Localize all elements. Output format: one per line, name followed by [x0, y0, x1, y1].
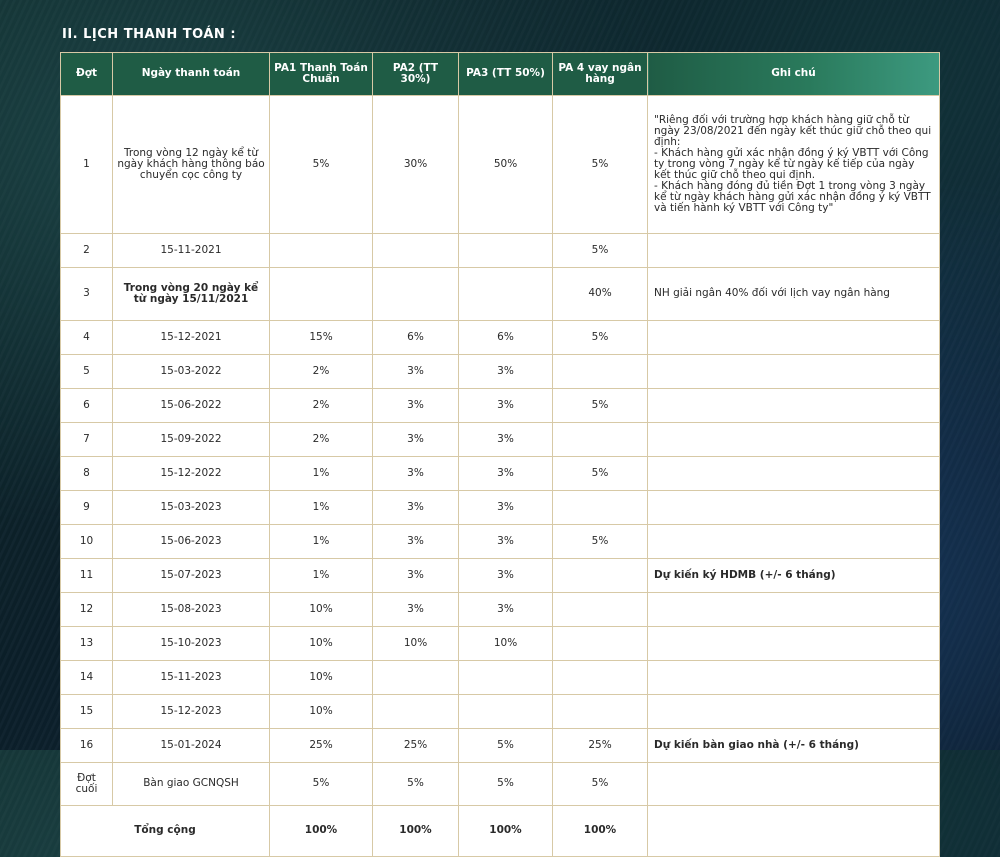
cell-pa3	[459, 695, 553, 729]
table-row	[61, 389, 940, 423]
table-row	[61, 321, 940, 355]
cell-ngay: 15-10-2023	[113, 627, 270, 661]
cell-dot: 14	[61, 661, 113, 695]
cell-pa3: 3%	[459, 423, 553, 457]
cell-dot: 12	[61, 593, 113, 627]
cell-pa3: 3%	[459, 525, 553, 559]
cell-pa1: 2%	[270, 355, 373, 389]
table-row	[61, 525, 940, 559]
cell-dot: 10	[61, 525, 113, 559]
header-ngay: Ngày thanh toán	[113, 53, 270, 96]
cell-ngay: 15-11-2021	[113, 234, 270, 268]
cell-dot: 2	[61, 234, 113, 268]
cell-pa1: 1%	[270, 559, 373, 593]
total-pa4: 100%	[553, 806, 648, 857]
cell-note	[648, 593, 940, 627]
cell-ngay: 15-08-2023	[113, 593, 270, 627]
payment-schedule-table	[60, 52, 940, 857]
cell-ngay: 15-12-2023	[113, 695, 270, 729]
cell-pa3: 5%	[459, 729, 553, 763]
header-dot: Đợt	[61, 53, 113, 96]
cell-pa4	[553, 559, 648, 593]
cell-pa1: 10%	[270, 695, 373, 729]
cell-pa3	[459, 234, 553, 268]
cell-pa4: 40%	[553, 268, 648, 321]
cell-pa2: 30%	[373, 96, 459, 234]
cell-pa2: 3%	[373, 389, 459, 423]
header-note: Ghi chú	[648, 53, 940, 96]
cell-pa1: 2%	[270, 423, 373, 457]
cell-pa1: 10%	[270, 593, 373, 627]
cell-note	[648, 627, 940, 661]
cell-note	[648, 423, 940, 457]
cell-pa4: 5%	[553, 457, 648, 491]
cell-dot: 5	[61, 355, 113, 389]
cell-pa4: 5%	[553, 321, 648, 355]
cell-pa2: 3%	[373, 525, 459, 559]
cell-pa3: 3%	[459, 355, 553, 389]
cell-note	[648, 491, 940, 525]
section-title: II. LỊCH THANH TOÁN :	[62, 27, 237, 42]
cell-pa1: 25%	[270, 729, 373, 763]
cell-note	[648, 355, 940, 389]
cell-note	[648, 321, 940, 355]
table-row	[61, 559, 940, 593]
cell-pa4	[553, 593, 648, 627]
cell-pa4	[553, 423, 648, 457]
cell-pa2: 3%	[373, 559, 459, 593]
cell-pa1: 1%	[270, 525, 373, 559]
cell-note	[648, 695, 940, 729]
cell-ngay: Bàn giao GCNQSH	[113, 763, 270, 806]
cell-pa4: 5%	[553, 389, 648, 423]
cell-note: NH giải ngân 40% đối với lịch vay ngân hàng	[648, 268, 940, 321]
cell-dot: 7	[61, 423, 113, 457]
cell-ngay: 15-07-2023	[113, 559, 270, 593]
total-label: Tổng cộng	[61, 806, 270, 857]
table-row	[61, 457, 940, 491]
total-note	[648, 806, 940, 857]
cell-ngay: 15-12-2022	[113, 457, 270, 491]
cell-dot: 13	[61, 627, 113, 661]
header-pa3: PA3 (TT 50%)	[459, 53, 553, 96]
cell-dot: 1	[61, 96, 113, 234]
cell-pa4: 5%	[553, 525, 648, 559]
cell-pa2: 3%	[373, 457, 459, 491]
cell-pa2: 3%	[373, 355, 459, 389]
cell-dot: 8	[61, 457, 113, 491]
cell-pa4: 5%	[553, 96, 648, 234]
cell-ngay: 15-06-2023	[113, 525, 270, 559]
cell-pa1: 5%	[270, 96, 373, 234]
cell-note	[648, 763, 940, 806]
cell-pa1: 15%	[270, 321, 373, 355]
table-row	[61, 234, 940, 268]
table-row	[61, 355, 940, 389]
header-pa2: PA2 (TT 30%)	[373, 53, 459, 96]
total-pa3: 100%	[459, 806, 553, 857]
cell-pa3: 3%	[459, 593, 553, 627]
cell-pa3: 50%	[459, 96, 553, 234]
cell-pa3: 3%	[459, 559, 553, 593]
table-row	[61, 268, 940, 321]
cell-pa4	[553, 627, 648, 661]
cell-pa4: 25%	[553, 729, 648, 763]
cell-pa2: 25%	[373, 729, 459, 763]
cell-dot: 16	[61, 729, 113, 763]
cell-pa1: 1%	[270, 491, 373, 525]
cell-ngay: 15-01-2024	[113, 729, 270, 763]
total-pa2: 100%	[373, 806, 459, 857]
cell-note: Dự kiến ký HDMB (+/- 6 tháng)	[648, 559, 940, 593]
cell-pa3: 3%	[459, 457, 553, 491]
cell-pa2	[373, 695, 459, 729]
cell-ngay: 15-11-2023	[113, 661, 270, 695]
cell-pa4: 5%	[553, 763, 648, 806]
cell-note: Dự kiến bàn giao nhà (+/- 6 tháng)	[648, 729, 940, 763]
cell-dot: Đợt cuối	[61, 763, 113, 806]
cell-pa2: 5%	[373, 763, 459, 806]
cell-pa1: 1%	[270, 457, 373, 491]
cell-pa3	[459, 661, 553, 695]
cell-pa1: 10%	[270, 627, 373, 661]
cell-pa4	[553, 355, 648, 389]
cell-pa4: 5%	[553, 234, 648, 268]
cell-ngay: 15-06-2022	[113, 389, 270, 423]
table-row	[61, 695, 940, 729]
cell-dot: 3	[61, 268, 113, 321]
cell-ngay: 15-03-2023	[113, 491, 270, 525]
cell-pa1: 5%	[270, 763, 373, 806]
payment-schedule-table-wrap	[60, 52, 939, 857]
cell-pa4	[553, 491, 648, 525]
cell-note: "Riêng đối với trường hợp khách hàng giữ chỗ từ ngày 23/08/2021 đến ngày kết thúc giữ chỗ theo qui định: - Khách hàng gửi xác nhận đồng ý ký VBTT với Công ty trong vòng 7 ngày kể từ ngày kế tiếp của ngày kết thúc giữ chỗ theo qui định. - Khách hàng đóng đủ tiền Đợt 1 trong vòng 3 ngày kể từ ngày khách hàng gửi xác nhận đồng ý ký VBTT và tiến hành ký VBTT với Công ty"	[648, 96, 940, 234]
cell-ngay: 15-03-2022	[113, 355, 270, 389]
cell-note	[648, 234, 940, 268]
cell-pa2: 10%	[373, 627, 459, 661]
cell-note	[648, 661, 940, 695]
cell-note	[648, 525, 940, 559]
total-row	[61, 806, 940, 857]
table-row	[61, 661, 940, 695]
table-header-row	[61, 53, 940, 96]
cell-dot: 6	[61, 389, 113, 423]
table-row	[61, 729, 940, 763]
table-row	[61, 593, 940, 627]
cell-dot: 15	[61, 695, 113, 729]
cell-dot: 9	[61, 491, 113, 525]
cell-pa2: 3%	[373, 491, 459, 525]
cell-pa3	[459, 268, 553, 321]
cell-note	[648, 389, 940, 423]
cell-pa2: 3%	[373, 593, 459, 627]
cell-dot: 11	[61, 559, 113, 593]
total-pa1: 100%	[270, 806, 373, 857]
cell-ngay: 15-12-2021	[113, 321, 270, 355]
cell-pa3: 10%	[459, 627, 553, 661]
cell-pa3: 5%	[459, 763, 553, 806]
cell-pa4	[553, 661, 648, 695]
cell-pa2: 6%	[373, 321, 459, 355]
cell-pa2	[373, 661, 459, 695]
cell-pa3: 3%	[459, 389, 553, 423]
cell-ngay: Trong vòng 12 ngày kể từ ngày khách hàng thông báo chuyển cọc công ty	[113, 96, 270, 234]
cell-dot: 4	[61, 321, 113, 355]
header-pa4: PA 4 vay ngân hàng	[553, 53, 648, 96]
cell-pa1: 10%	[270, 661, 373, 695]
table-row	[61, 423, 940, 457]
cell-pa2	[373, 268, 459, 321]
table-row	[61, 491, 940, 525]
header-pa1: PA1 Thanh Toán Chuẩn	[270, 53, 373, 96]
cell-pa3: 6%	[459, 321, 553, 355]
cell-pa2	[373, 234, 459, 268]
cell-pa1	[270, 234, 373, 268]
cell-ngay: 15-09-2022	[113, 423, 270, 457]
cell-pa3: 3%	[459, 491, 553, 525]
cell-pa1: 2%	[270, 389, 373, 423]
table-row	[61, 96, 940, 234]
cell-pa4	[553, 695, 648, 729]
table-row	[61, 627, 940, 661]
cell-pa1	[270, 268, 373, 321]
cell-ngay: Trong vòng 20 ngày kể từ ngày 15/11/2021	[113, 268, 270, 321]
cell-note	[648, 457, 940, 491]
cell-pa2: 3%	[373, 423, 459, 457]
table-row	[61, 763, 940, 806]
